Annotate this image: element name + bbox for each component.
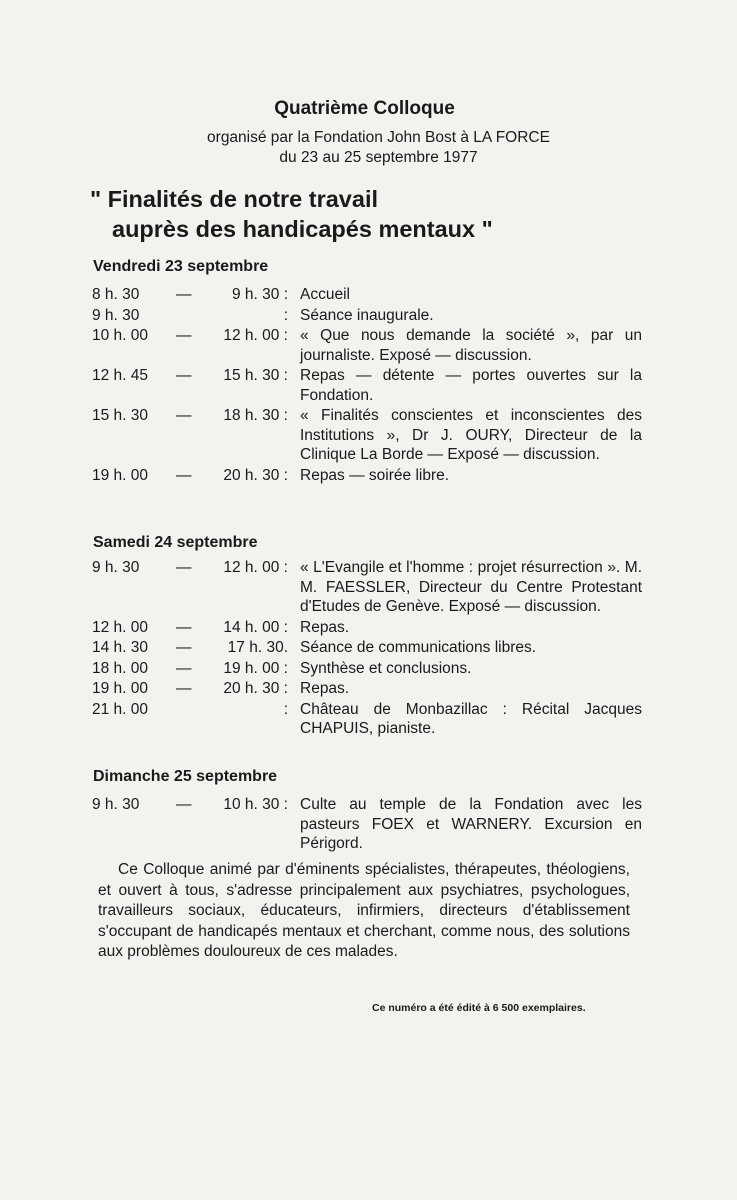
schedule-row bbox=[0, 326, 737, 365]
dash: — bbox=[176, 659, 192, 677]
start-time: 15 h. 30 bbox=[92, 407, 149, 424]
schedule-row bbox=[0, 366, 737, 405]
dash: — bbox=[176, 407, 192, 424]
event-description: « Finalités conscientes et inconscientes des Institutions », Dr J. OURY, Directeur de la Clinique La Borde — Exposé — discussion. bbox=[300, 407, 642, 463]
start-time: 12 h. 45 bbox=[92, 367, 149, 384]
day-heading-samedi: Samedi 24 septembre bbox=[93, 534, 258, 551]
end-time: 18 h. 30 : bbox=[223, 407, 288, 424]
dash: — bbox=[176, 796, 192, 813]
schedule-vendredi bbox=[0, 285, 737, 486]
event-description: Séance inaugurale. bbox=[300, 306, 434, 324]
event-description: Accueil bbox=[300, 286, 350, 303]
main-title-line-1: " Finalités de notre travail bbox=[90, 186, 379, 212]
colloque-title: Quatrième Colloque bbox=[274, 98, 455, 119]
dash: — bbox=[176, 639, 192, 656]
schedule-row bbox=[0, 659, 737, 679]
schedule-row bbox=[0, 679, 737, 699]
event-description: Repas. bbox=[300, 618, 350, 636]
start-time: 21 h. 00 bbox=[92, 700, 149, 718]
end-time: 19 h. 00 : bbox=[223, 659, 288, 677]
print-run-note: Ce numéro a été édité à 6 500 exemplaires. bbox=[372, 1002, 586, 1014]
start-time: 14 h. 30 bbox=[92, 639, 149, 656]
main-title-line-2: auprès des handicapés mentaux " bbox=[112, 216, 493, 242]
start-time: 9 h. 30 bbox=[92, 306, 140, 324]
schedule-row bbox=[0, 306, 737, 326]
dash: — bbox=[176, 559, 192, 576]
schedule-dimanche bbox=[0, 795, 737, 855]
start-time: 9 h. 30 bbox=[92, 796, 140, 813]
event-description: « L'Evangile et l'homme : projet résurrection ». M. M. FAESSLER, Directeur du Centre Protestant d'Etudes de Genève. Exposé — discussion. bbox=[300, 559, 642, 615]
schedule-row bbox=[0, 795, 737, 854]
header bbox=[0, 98, 737, 168]
end-time: 14 h. 00 : bbox=[223, 618, 288, 636]
start-time: 12 h. 00 bbox=[92, 618, 149, 636]
schedule-row bbox=[0, 618, 737, 638]
event-description: Repas — détente — portes ouvertes sur la Fondation. bbox=[300, 367, 642, 404]
event-description: Culte au temple de la Fondation avec les pasteurs FOEX et WARNERY. Excursion en Périgord. bbox=[300, 796, 642, 852]
end-time: 20 h. 30 : bbox=[223, 680, 288, 697]
schedule-row bbox=[0, 285, 737, 305]
closing-paragraph: Ce Colloque animé par d'éminents spécialistes, thérapeutes, théologiens, et ouvert à tous, s'adresse principalement aux psychiatres, psychologues, travailleurs sociaux, éducateurs, infirmiers, directeurs d'établissement s'occupant de handicapés mentaux et cherchant, comme nous, des solutions aux problèmes douloureux de ces malades. bbox=[98, 861, 630, 960]
dash: — bbox=[176, 680, 192, 697]
end-time: 20 h. 30 : bbox=[223, 466, 288, 484]
event-description: Repas — soirée libre. bbox=[300, 466, 450, 484]
schedule-row bbox=[0, 558, 737, 617]
end-time: 12 h. 00 : bbox=[223, 559, 288, 576]
dates-line: du 23 au 25 septembre 1977 bbox=[279, 149, 478, 166]
start-time: 19 h. 00 bbox=[92, 680, 149, 697]
organizer-line: organisé par la Fondation John Bost à LA FORCE bbox=[207, 129, 550, 146]
dash: — bbox=[176, 618, 192, 636]
schedule-row bbox=[0, 466, 737, 486]
main-title bbox=[90, 184, 493, 244]
dash: — bbox=[176, 327, 192, 344]
event-description: Repas. bbox=[300, 680, 350, 697]
dash: — bbox=[176, 466, 192, 484]
start-time: 8 h. 30 bbox=[92, 286, 140, 303]
end-time: 10 h. 30 : bbox=[223, 796, 288, 813]
end-time: 9 h. 30 : bbox=[231, 286, 288, 303]
event-description: Synthèse et conclusions. bbox=[300, 659, 472, 677]
day-heading-dimanche: Dimanche 25 septembre bbox=[93, 768, 278, 785]
event-description: Château de Monbazillac : Récital Jacques CHAPUIS, pianiste. bbox=[300, 700, 642, 737]
end-time: : bbox=[283, 700, 288, 718]
event-description: Séance de communications libres. bbox=[300, 639, 537, 656]
dash: — bbox=[176, 286, 192, 303]
end-time: 15 h. 30 : bbox=[223, 367, 288, 384]
schedule-samedi bbox=[0, 558, 737, 740]
dash: — bbox=[176, 367, 192, 384]
start-time: 9 h. 30 bbox=[92, 559, 140, 576]
start-time: 10 h. 00 bbox=[92, 327, 149, 344]
schedule-row bbox=[0, 700, 737, 739]
start-time: 18 h. 00 bbox=[92, 659, 149, 677]
end-time: : bbox=[283, 306, 288, 324]
day-heading-vendredi: Vendredi 23 septembre bbox=[93, 258, 269, 275]
end-time: 17 h. 30. bbox=[227, 639, 288, 656]
event-description: « Que nous demande la société », par un journaliste. Exposé — discussion. bbox=[300, 327, 642, 364]
start-time: 19 h. 00 bbox=[92, 466, 149, 484]
end-time: 12 h. 00 : bbox=[223, 327, 288, 344]
schedule-row bbox=[0, 638, 737, 658]
schedule-row bbox=[0, 406, 737, 465]
